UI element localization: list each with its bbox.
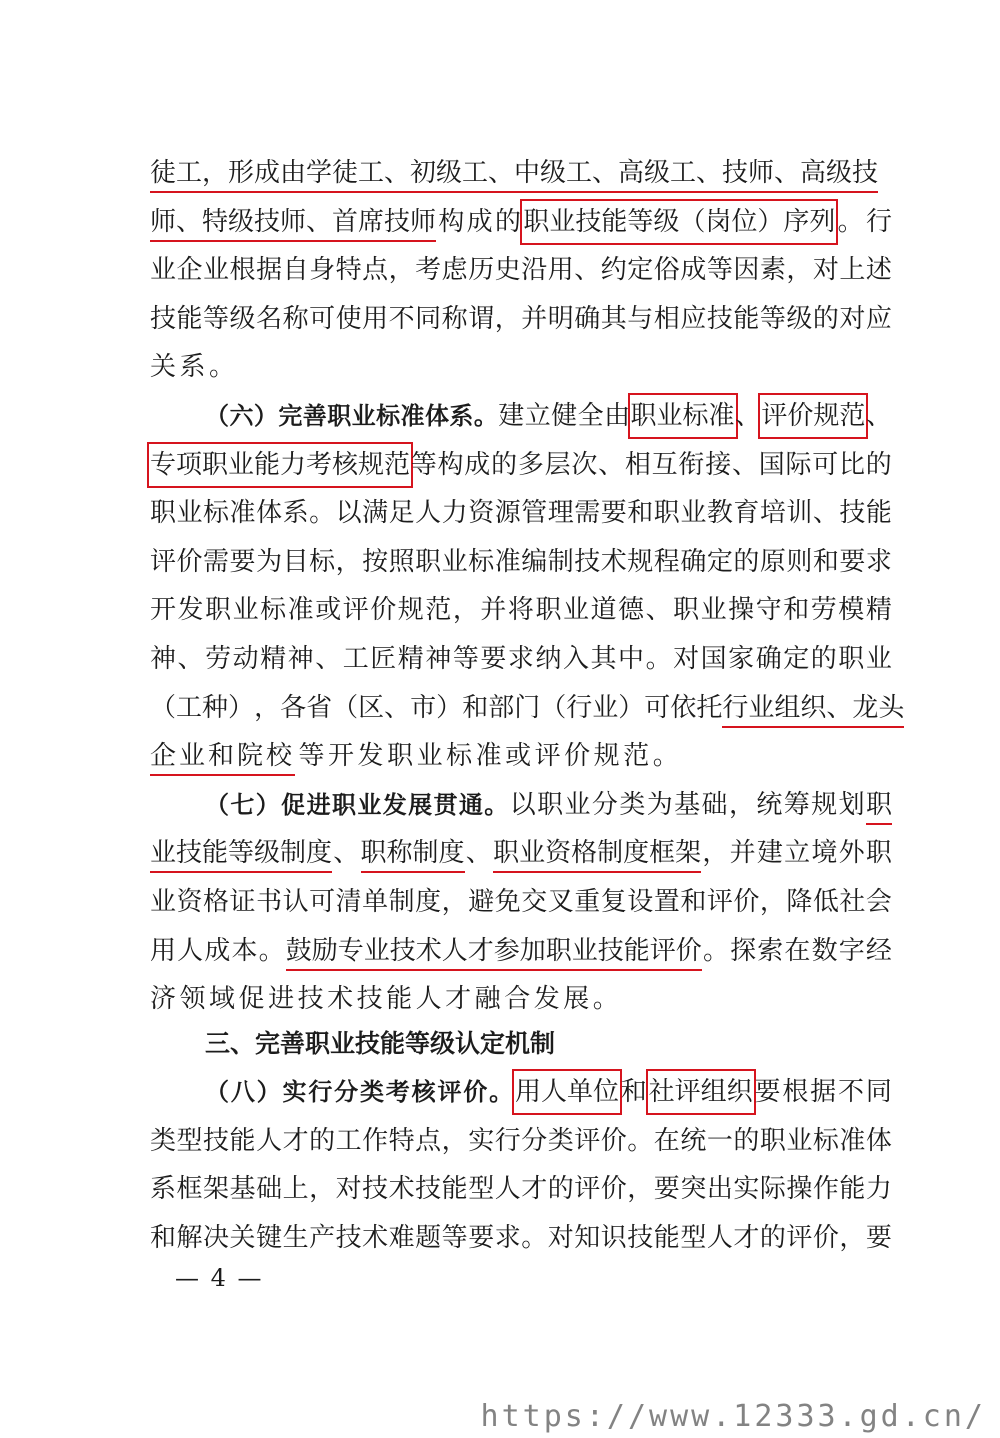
text-line <box>150 153 892 193</box>
boxed-phrase: 职业技能等级（岗位）序列 <box>523 202 835 242</box>
underlined-phrase: 职称制度 <box>361 833 465 873</box>
text-line: 开 发 职 业 标 准 或 评 价 规 范 ， 并 将 职 业 道 德 、 职 业 操 守 和 劳 模 精 <box>150 595 892 626</box>
boxed-phrase: 专项职业能力考核规范 <box>150 445 410 485</box>
underlined-phrase: 鼓励专业技术人才参加职业技能评价 <box>286 931 702 971</box>
boxed-phrase: 职业标准 <box>631 396 735 436</box>
text-line: （ 七 ） 促 进 职 业 发 展 贯 通 。 以 职 业 分 类 为 基 础 ， 统 筹 规 划 职 <box>205 785 892 825</box>
underlined-phrase: 师、特级技师、首席技师 <box>150 202 436 242</box>
boxed-phrase: 社评组织 <box>649 1072 753 1112</box>
text-line: （ 六 ） 完 善 职 业 标 准 体 系 。 建 立 健 全 由 职业标准 、 评价规范 、 <box>205 396 892 436</box>
text-line: 企业和院校 等 开 发 职 业 标 准 或 评 价 规 范 。 <box>150 736 892 776</box>
underlined-phrase: 行业组织、龙头 <box>722 688 904 728</box>
text-line: 济 领 域 促 进 技 术 技 能 人 才 融 合 发 展 。 <box>150 984 619 1015</box>
underlined-phrase: 职 <box>866 785 892 825</box>
boxed-phrase: 用人单位 <box>515 1072 619 1112</box>
underlined-phrase: 业技能等级制度 <box>150 833 332 873</box>
text-line: 用 人 成 本 。 鼓励专业技术人才参加职业技能评价 。 探 索 在 数 字 经 <box>150 931 892 971</box>
text-line: 技 能 等 级 名 称 可 使 用 不 同 称 谓 ， 并 明 确 其 与 相 应 技 能 等 级 的 对 应 <box>150 303 892 334</box>
text-line: 专项职业能力考核规范 等 构 成 的 多 层 次 、 相 互 衔 接 、 国 际 可 比 的 <box>150 445 892 485</box>
text-line: 系 框 架 基 础 上 ， 对 技 术 技 能 型 人 才 的 评 价 ， 要 突 出 实 际 操 作 能 力 <box>150 1174 892 1205</box>
text-line: 类 型 技 能 人 才 的 工 作 特 点 ， 实 行 分 类 评 价 。 在 统 一 的 职 业 标 准 体 <box>150 1125 892 1156</box>
text-line: 神 、 劳 动 精 神 、 工 匠 精 神 等 要 求 纳 入 其 中 。 对 国 家 确 定 的 职 业 <box>150 644 892 674</box>
text-line: 职 业 标 准 体 系 。 以 满 足 人 力 资 源 管 理 需 要 和 职 业 教 育 培 训 、 技 能 <box>150 498 892 529</box>
text-line: 关 系 。 <box>150 352 236 383</box>
underlined-phrase: 徒工，形成由学徒工、初级工、中级工、高级工、技师、高级技 <box>150 153 878 193</box>
text-line: （ 工 种 ） ， 各 省 （ 区 、 市 ） 和 部 门 （ 行 业 ） 可 依 托 行业组织、龙头 <box>150 688 892 728</box>
underlined-phrase: 职业资格制度框架 <box>493 833 701 873</box>
text-line: （ 八 ） 实 行 分 类 考 核 评 价 。 用人单位 和 社评组织 要 根 据 不 同 <box>205 1072 892 1112</box>
text-line: 业 资 格 证 书 认 可 清 单 制 度 ， 避 免 交 叉 重 复 设 置 和 评 价 ， 降 低 社 会 <box>150 887 892 917</box>
watermark: https://www.12333.gd.cn/ <box>480 1399 986 1434</box>
text-line: 和 解 决 关 键 生 产 技 术 难 题 等 要 求 。 对 知 识 技 能 型 人 才 的 评 价 ， 要 <box>150 1222 892 1253</box>
underlined-phrase: 企业和院校 <box>150 736 295 776</box>
page-number: — 4 — <box>175 1264 264 1292</box>
text-line: 业技能等级制度 、 职称制度 、 职业资格制度框架 ， 并 建 立 境 外 职 <box>150 833 892 873</box>
text-line: 师、特级技师、首席技师 构 成 的 职业技能等级（岗位）序列 。 行 <box>150 202 892 242</box>
text-line: 业 企 业 根 据 自 身 特 点 ， 考 虑 历 史 沿 用 、 约 定 俗 成 等 因 素 ， 对 上 述 <box>150 255 892 286</box>
section-heading: 三、完善职业技能等级认定机制 <box>205 1029 556 1058</box>
boxed-phrase: 评价规范 <box>761 396 865 436</box>
text-line: 评 价 需 要 为 目 标 ， 按 照 职 业 标 准 编 制 技 术 规 程 确 定 的 原 则 和 要 求 <box>150 546 892 577</box>
